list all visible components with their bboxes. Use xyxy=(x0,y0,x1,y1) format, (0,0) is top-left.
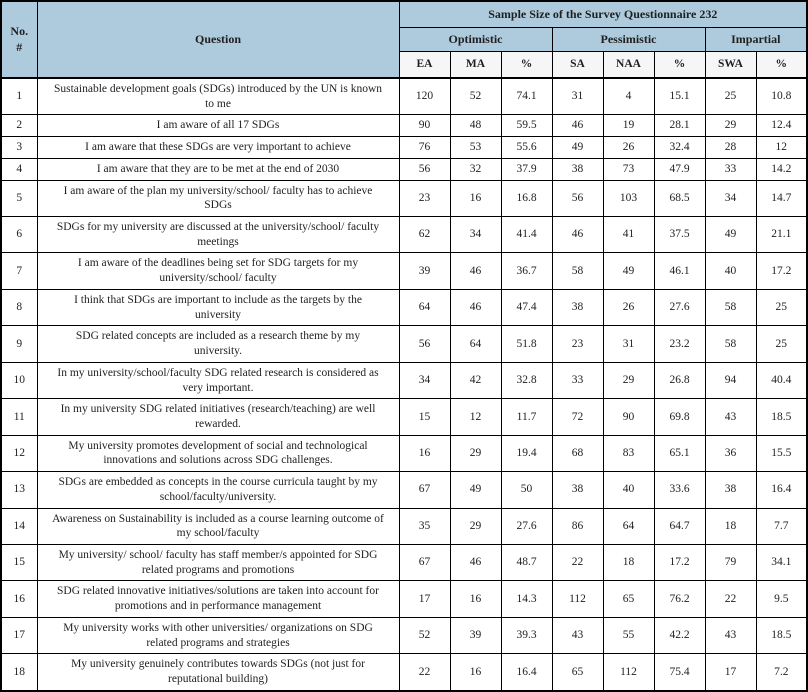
value-cell: 32.8 xyxy=(501,362,552,398)
table-row xyxy=(1,137,807,159)
row-number-cell: 16 xyxy=(1,581,37,617)
value-cell: 29 xyxy=(603,362,654,398)
value-cell: 46.1 xyxy=(654,253,705,289)
value-cell: 42.2 xyxy=(654,617,705,653)
value-cell: 35 xyxy=(399,508,450,544)
row-number-cell: 3 xyxy=(1,137,37,159)
value-cell: 67 xyxy=(399,472,450,508)
value-cell: 94 xyxy=(705,362,756,398)
question-cell: In my university/school/faculty SDG related research is considered as very important. xyxy=(37,362,399,398)
row-number-cell: 13 xyxy=(1,472,37,508)
value-cell: 18 xyxy=(603,544,654,580)
question-cell: Sustainable development goals (SDGs) introduced by the UN is known to me xyxy=(37,78,399,115)
value-cell: 40 xyxy=(603,472,654,508)
value-cell: 34 xyxy=(450,217,501,253)
value-cell: 34.1 xyxy=(756,544,807,580)
value-cell: 86 xyxy=(552,508,603,544)
value-cell: 103 xyxy=(603,180,654,216)
table-row xyxy=(1,180,807,216)
value-cell: 38 xyxy=(552,158,603,180)
table-row xyxy=(1,617,807,653)
value-cell: 64 xyxy=(450,326,501,362)
value-cell: 38 xyxy=(705,472,756,508)
value-cell: 52 xyxy=(399,617,450,653)
table-row xyxy=(1,654,807,691)
value-cell: 9.5 xyxy=(756,581,807,617)
value-cell: 4 xyxy=(603,78,654,115)
value-cell: 40 xyxy=(705,253,756,289)
row-number-cell: 11 xyxy=(1,399,37,435)
value-cell: 22 xyxy=(705,581,756,617)
value-cell: 46 xyxy=(450,544,501,580)
value-cell: 23 xyxy=(552,326,603,362)
value-cell: 68.5 xyxy=(654,180,705,216)
value-cell: 47.9 xyxy=(654,158,705,180)
table-row xyxy=(1,362,807,398)
row-number-cell: 10 xyxy=(1,362,37,398)
value-cell: 49 xyxy=(450,472,501,508)
row-number-cell: 9 xyxy=(1,326,37,362)
value-cell: 43 xyxy=(552,617,603,653)
value-cell: 28.1 xyxy=(654,115,705,137)
row-number-cell: 18 xyxy=(1,654,37,691)
value-cell: 55 xyxy=(603,617,654,653)
row-number-cell: 5 xyxy=(1,180,37,216)
question-cell: My university genuinely contributes towards SDGs (not just for reputational building) xyxy=(37,654,399,691)
table-row xyxy=(1,289,807,325)
value-cell: 7.7 xyxy=(756,508,807,544)
value-cell: 38 xyxy=(552,472,603,508)
group-header-optimistic: Optimistic xyxy=(399,28,552,52)
question-cell: I think that SDGs are important to include as the targets by the university xyxy=(37,289,399,325)
value-cell: 48 xyxy=(450,115,501,137)
value-cell: 83 xyxy=(603,435,654,471)
value-cell: 38 xyxy=(552,289,603,325)
value-cell: 7.2 xyxy=(756,654,807,691)
column-header-sa: SA xyxy=(552,52,603,79)
value-cell: 46 xyxy=(552,217,603,253)
value-cell: 65 xyxy=(603,581,654,617)
value-cell: 53 xyxy=(450,137,501,159)
value-cell: 79 xyxy=(705,544,756,580)
value-cell: 14.3 xyxy=(501,581,552,617)
column-header-swa: SWA xyxy=(705,52,756,79)
value-cell: 48.7 xyxy=(501,544,552,580)
column-header-pessimistic-percent: % xyxy=(654,52,705,79)
value-cell: 16 xyxy=(450,581,501,617)
value-cell: 15.5 xyxy=(756,435,807,471)
value-cell: 12 xyxy=(756,137,807,159)
table-row xyxy=(1,435,807,471)
value-cell: 34 xyxy=(399,362,450,398)
value-cell: 19.4 xyxy=(501,435,552,471)
value-cell: 26 xyxy=(603,137,654,159)
question-cell: I am aware that these SDGs are very important to achieve xyxy=(37,137,399,159)
value-cell: 50 xyxy=(501,472,552,508)
value-cell: 90 xyxy=(603,399,654,435)
question-cell: I am aware that they are to be met at the end of 2030 xyxy=(37,158,399,180)
value-cell: 42 xyxy=(450,362,501,398)
value-cell: 62 xyxy=(399,217,450,253)
value-cell: 69.8 xyxy=(654,399,705,435)
value-cell: 49 xyxy=(552,137,603,159)
question-cell: Awareness on Sustainability is included as a course learning outcome of my school/faculty xyxy=(37,508,399,544)
table-row xyxy=(1,326,807,362)
value-cell: 27.6 xyxy=(501,508,552,544)
value-cell: 25 xyxy=(756,326,807,362)
value-cell: 64 xyxy=(399,289,450,325)
value-cell: 36.7 xyxy=(501,253,552,289)
value-cell: 16 xyxy=(399,435,450,471)
column-header-question: Question xyxy=(37,1,399,78)
value-cell: 25 xyxy=(705,78,756,115)
table-row xyxy=(1,115,807,137)
value-cell: 12 xyxy=(450,399,501,435)
value-cell: 14.2 xyxy=(756,158,807,180)
value-cell: 17.2 xyxy=(654,544,705,580)
column-header-impartial-percent: % xyxy=(756,52,807,79)
value-cell: 67 xyxy=(399,544,450,580)
no-label-line1: No. xyxy=(10,24,29,39)
value-cell: 23.2 xyxy=(654,326,705,362)
value-cell: 29 xyxy=(450,435,501,471)
value-cell: 64.7 xyxy=(654,508,705,544)
value-cell: 56 xyxy=(552,180,603,216)
value-cell: 120 xyxy=(399,78,450,115)
value-cell: 76.2 xyxy=(654,581,705,617)
table-row xyxy=(1,472,807,508)
question-cell: SDG related innovative initiatives/solutions are taken into account for promotions and in performance management xyxy=(37,581,399,617)
row-number-cell: 17 xyxy=(1,617,37,653)
value-cell: 39 xyxy=(399,253,450,289)
value-cell: 33 xyxy=(552,362,603,398)
row-number-cell: 14 xyxy=(1,508,37,544)
value-cell: 17 xyxy=(399,581,450,617)
value-cell: 75.4 xyxy=(654,654,705,691)
no-label-line2: # xyxy=(16,39,23,54)
value-cell: 72 xyxy=(552,399,603,435)
value-cell: 37.9 xyxy=(501,158,552,180)
question-cell: My university works with other universities/ organizations on SDG related programs and strategies xyxy=(37,617,399,653)
value-cell: 16.8 xyxy=(501,180,552,216)
value-cell: 33 xyxy=(705,158,756,180)
table-header xyxy=(1,1,807,78)
value-cell: 64 xyxy=(603,508,654,544)
table-row xyxy=(1,253,807,289)
value-cell: 52 xyxy=(450,78,501,115)
table-row xyxy=(1,399,807,435)
column-header-naa: NAA xyxy=(603,52,654,79)
column-header-ma: MA xyxy=(450,52,501,79)
value-cell: 46 xyxy=(450,289,501,325)
value-cell: 28 xyxy=(705,137,756,159)
row-number-cell: 8 xyxy=(1,289,37,325)
value-cell: 17 xyxy=(705,654,756,691)
table-row xyxy=(1,158,807,180)
row-number-cell: 1 xyxy=(1,78,37,115)
value-cell: 40.4 xyxy=(756,362,807,398)
value-cell: 22 xyxy=(399,654,450,691)
table-row xyxy=(1,217,807,253)
value-cell: 41 xyxy=(603,217,654,253)
table-row xyxy=(1,508,807,544)
value-cell: 16 xyxy=(450,180,501,216)
question-cell: In my university SDG related initiatives (research/teaching) are well rewarded. xyxy=(37,399,399,435)
question-cell: I am aware of the deadlines being set for SDG targets for my university/school/ faculty xyxy=(37,253,399,289)
value-cell: 17.2 xyxy=(756,253,807,289)
value-cell: 112 xyxy=(552,581,603,617)
value-cell: 34 xyxy=(705,180,756,216)
value-cell: 31 xyxy=(552,78,603,115)
value-cell: 18.5 xyxy=(756,617,807,653)
column-header-ea: EA xyxy=(399,52,450,79)
value-cell: 36 xyxy=(705,435,756,471)
question-cell: I am aware of all 17 SDGs xyxy=(37,115,399,137)
question-cell: I am aware of the plan my university/school/ faculty has to achieve SDGs xyxy=(37,180,399,216)
value-cell: 21.1 xyxy=(756,217,807,253)
value-cell: 33.6 xyxy=(654,472,705,508)
value-cell: 31 xyxy=(603,326,654,362)
value-cell: 25 xyxy=(756,289,807,325)
column-header-optimistic-percent: % xyxy=(501,52,552,79)
row-number-cell: 12 xyxy=(1,435,37,471)
value-cell: 112 xyxy=(603,654,654,691)
value-cell: 68 xyxy=(552,435,603,471)
row-number-cell: 15 xyxy=(1,544,37,580)
question-cell: My university promotes development of social and technological innovations and solutions across SDG challenges. xyxy=(37,435,399,471)
value-cell: 18 xyxy=(705,508,756,544)
question-cell: SDGs are embedded as concepts in the course curricula taught by my school/faculty/university. xyxy=(37,472,399,508)
value-cell: 22 xyxy=(552,544,603,580)
value-cell: 12.4 xyxy=(756,115,807,137)
value-cell: 47.4 xyxy=(501,289,552,325)
value-cell: 90 xyxy=(399,115,450,137)
value-cell: 76 xyxy=(399,137,450,159)
value-cell: 56 xyxy=(399,158,450,180)
value-cell: 46 xyxy=(552,115,603,137)
value-cell: 46 xyxy=(450,253,501,289)
value-cell: 49 xyxy=(603,253,654,289)
value-cell: 26.8 xyxy=(654,362,705,398)
value-cell: 58 xyxy=(705,289,756,325)
value-cell: 37.5 xyxy=(654,217,705,253)
value-cell: 51.8 xyxy=(501,326,552,362)
value-cell: 19 xyxy=(603,115,654,137)
group-header-pessimistic: Pessimistic xyxy=(552,28,705,52)
value-cell: 58 xyxy=(705,326,756,362)
table-row xyxy=(1,544,807,580)
value-cell: 39 xyxy=(450,617,501,653)
value-cell: 43 xyxy=(705,399,756,435)
value-cell: 26 xyxy=(603,289,654,325)
value-cell: 58 xyxy=(552,253,603,289)
value-cell: 10.8 xyxy=(756,78,807,115)
table-row xyxy=(1,78,807,115)
value-cell: 55.6 xyxy=(501,137,552,159)
value-cell: 27.6 xyxy=(654,289,705,325)
value-cell: 16.4 xyxy=(756,472,807,508)
group-header-impartial: Impartial xyxy=(705,28,807,52)
row-number-cell: 6 xyxy=(1,217,37,253)
value-cell: 11.7 xyxy=(501,399,552,435)
value-cell: 15 xyxy=(399,399,450,435)
value-cell: 65 xyxy=(552,654,603,691)
value-cell: 16 xyxy=(450,654,501,691)
value-cell: 74.1 xyxy=(501,78,552,115)
value-cell: 16.4 xyxy=(501,654,552,691)
value-cell: 49 xyxy=(705,217,756,253)
value-cell: 59.5 xyxy=(501,115,552,137)
value-cell: 73 xyxy=(603,158,654,180)
value-cell: 14.7 xyxy=(756,180,807,216)
value-cell: 41.4 xyxy=(501,217,552,253)
row-number-cell: 4 xyxy=(1,158,37,180)
column-header-no xyxy=(1,1,37,78)
value-cell: 43 xyxy=(705,617,756,653)
value-cell: 18.5 xyxy=(756,399,807,435)
value-cell: 23 xyxy=(399,180,450,216)
sample-size-title: Sample Size of the Survey Questionnaire 232 xyxy=(399,1,807,28)
question-cell: SDGs for my university are discussed at the university/school/ faculty meetings xyxy=(37,217,399,253)
table-body xyxy=(1,78,807,691)
header-row-title xyxy=(1,1,807,28)
value-cell: 56 xyxy=(399,326,450,362)
table-row xyxy=(1,581,807,617)
question-cell: My university/ school/ faculty has staff member/s appointed for SDG related programs and promotions xyxy=(37,544,399,580)
value-cell: 32.4 xyxy=(654,137,705,159)
value-cell: 29 xyxy=(450,508,501,544)
value-cell: 65.1 xyxy=(654,435,705,471)
value-cell: 32 xyxy=(450,158,501,180)
value-cell: 39.3 xyxy=(501,617,552,653)
question-cell: SDG related concepts are included as a research theme by my university. xyxy=(37,326,399,362)
value-cell: 15.1 xyxy=(654,78,705,115)
row-number-cell: 2 xyxy=(1,115,37,137)
value-cell: 29 xyxy=(705,115,756,137)
row-number-cell: 7 xyxy=(1,253,37,289)
